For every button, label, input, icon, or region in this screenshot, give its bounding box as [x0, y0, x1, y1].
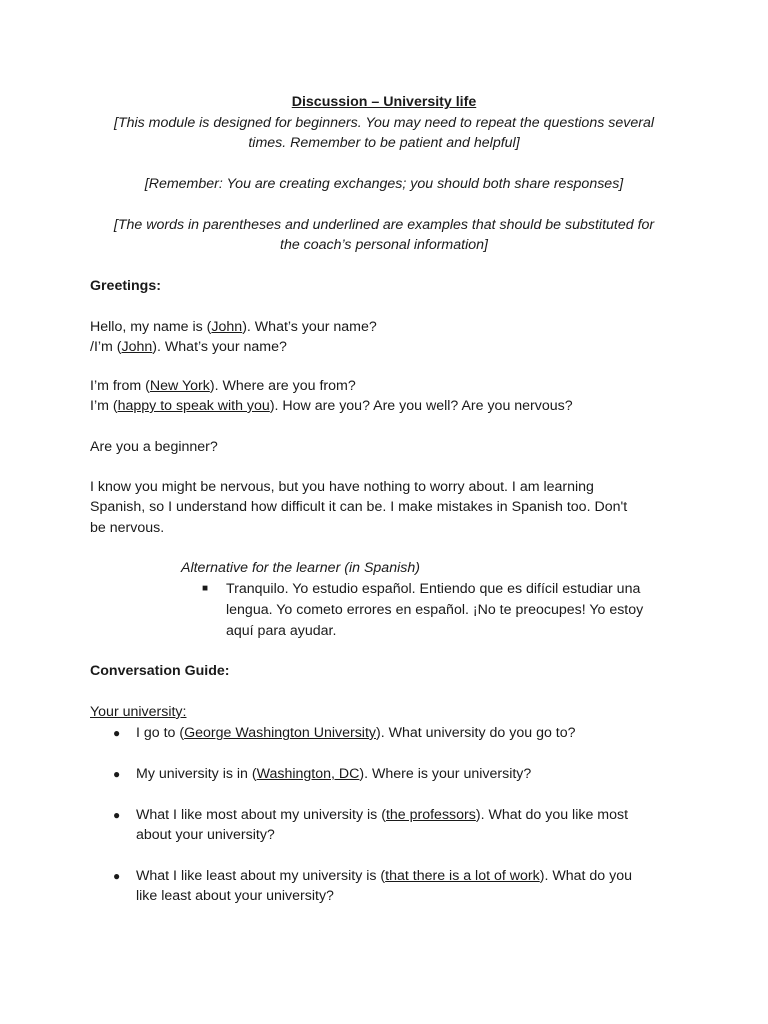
text-segment: ). How are you? Are you well? Are you nervous? [269, 398, 573, 414]
text-segment: Hello, my name is ( [90, 319, 212, 335]
alternative-line-2: lengua. Yo cometo errores en español. ¡No te preocupes! Yo estoy [226, 602, 644, 618]
text-segment: What I like least about my university is ( [136, 868, 386, 884]
text-segment: ). What’s your name? [242, 319, 377, 335]
example-placeholder: John [121, 339, 153, 355]
guide-item-4-continued: like least about your university? [136, 888, 334, 904]
note-beginner-line-1: [This module is designed for beginners. You may need to repeat the questions several [114, 115, 654, 131]
example-placeholder: Washington, DC [256, 766, 360, 782]
text-segment: ). What do you [539, 868, 632, 884]
text-segment: ). What do you like most [475, 807, 629, 823]
alternative-line-3: aquí para ayudar. [226, 623, 337, 639]
alternative-line-1: Tranquilo. Yo estudio español. Entiendo que es difícil estudiar una [226, 581, 641, 597]
example-placeholder: New York [149, 378, 210, 394]
example-placeholder: that there is a lot of work [385, 868, 540, 884]
text-segment: ). What’s your name? [152, 339, 287, 355]
greetings-heading: Greetings: [90, 278, 161, 294]
example-placeholder: happy to speak with you [117, 398, 270, 414]
text-segment: I go to ( [136, 725, 185, 741]
text-segment: What I like most about my university is ( [136, 807, 386, 823]
note-words-line-2: the coach’s personal information] [280, 237, 488, 253]
text-segment: My university is in ( [136, 766, 257, 782]
reassure-line-2: Spanish, so I understand how difficult it can be. I make mistakes in Spanish too. Don't [90, 499, 628, 515]
text-segment: /I’m ( [90, 339, 122, 355]
greeting-line-beginner: Are you a beginner? [90, 439, 218, 455]
text-segment: ). What university do you go to? [376, 725, 576, 741]
round-bullet-icon: ● [113, 808, 121, 822]
reassure-line-1: I know you might be nervous, but you have nothing to worry about. I am learning [90, 479, 594, 495]
guide-item-3 [136, 805, 676, 826]
greeting-line-how-are-you [90, 396, 680, 417]
reassure-line-3: be nervous. [90, 520, 165, 536]
example-placeholder: the professors [385, 807, 476, 823]
guide-item-4 [136, 866, 676, 887]
note-beginner-line-2: times. Remember to be patient and helpful] [248, 135, 520, 151]
greeting-line-im [90, 337, 680, 358]
guide-item-3-continued: about your university? [136, 827, 275, 843]
document-title: Discussion – University life [291, 94, 477, 110]
note-words-line-1: [The words in parentheses and underlined are examples that should be substituted for [113, 217, 655, 233]
guide-item-1 [136, 723, 676, 744]
text-segment: I’m ( [90, 398, 118, 414]
round-bullet-icon: ● [113, 726, 121, 740]
guide-item-2 [136, 764, 676, 785]
greeting-line-name [90, 317, 680, 338]
text-segment: ). Where is your university? [359, 766, 532, 782]
greeting-line-from [90, 376, 680, 397]
your-university-subheading: Your university: [90, 704, 187, 720]
round-bullet-icon: ● [113, 869, 121, 883]
text-segment: ). Where are you from? [209, 378, 356, 394]
example-placeholder: George Washington University [184, 725, 376, 741]
square-bullet-icon: ■ [202, 583, 209, 594]
round-bullet-icon: ● [113, 767, 121, 781]
example-placeholder: John [211, 319, 243, 335]
note-exchanges: [Remember: You are creating exchanges; you should both share responses] [144, 176, 624, 192]
text-segment: I’m from ( [90, 378, 150, 394]
alternative-label: Alternative for the learner (in Spanish) [181, 560, 420, 576]
conversation-guide-heading: Conversation Guide: [90, 663, 230, 679]
